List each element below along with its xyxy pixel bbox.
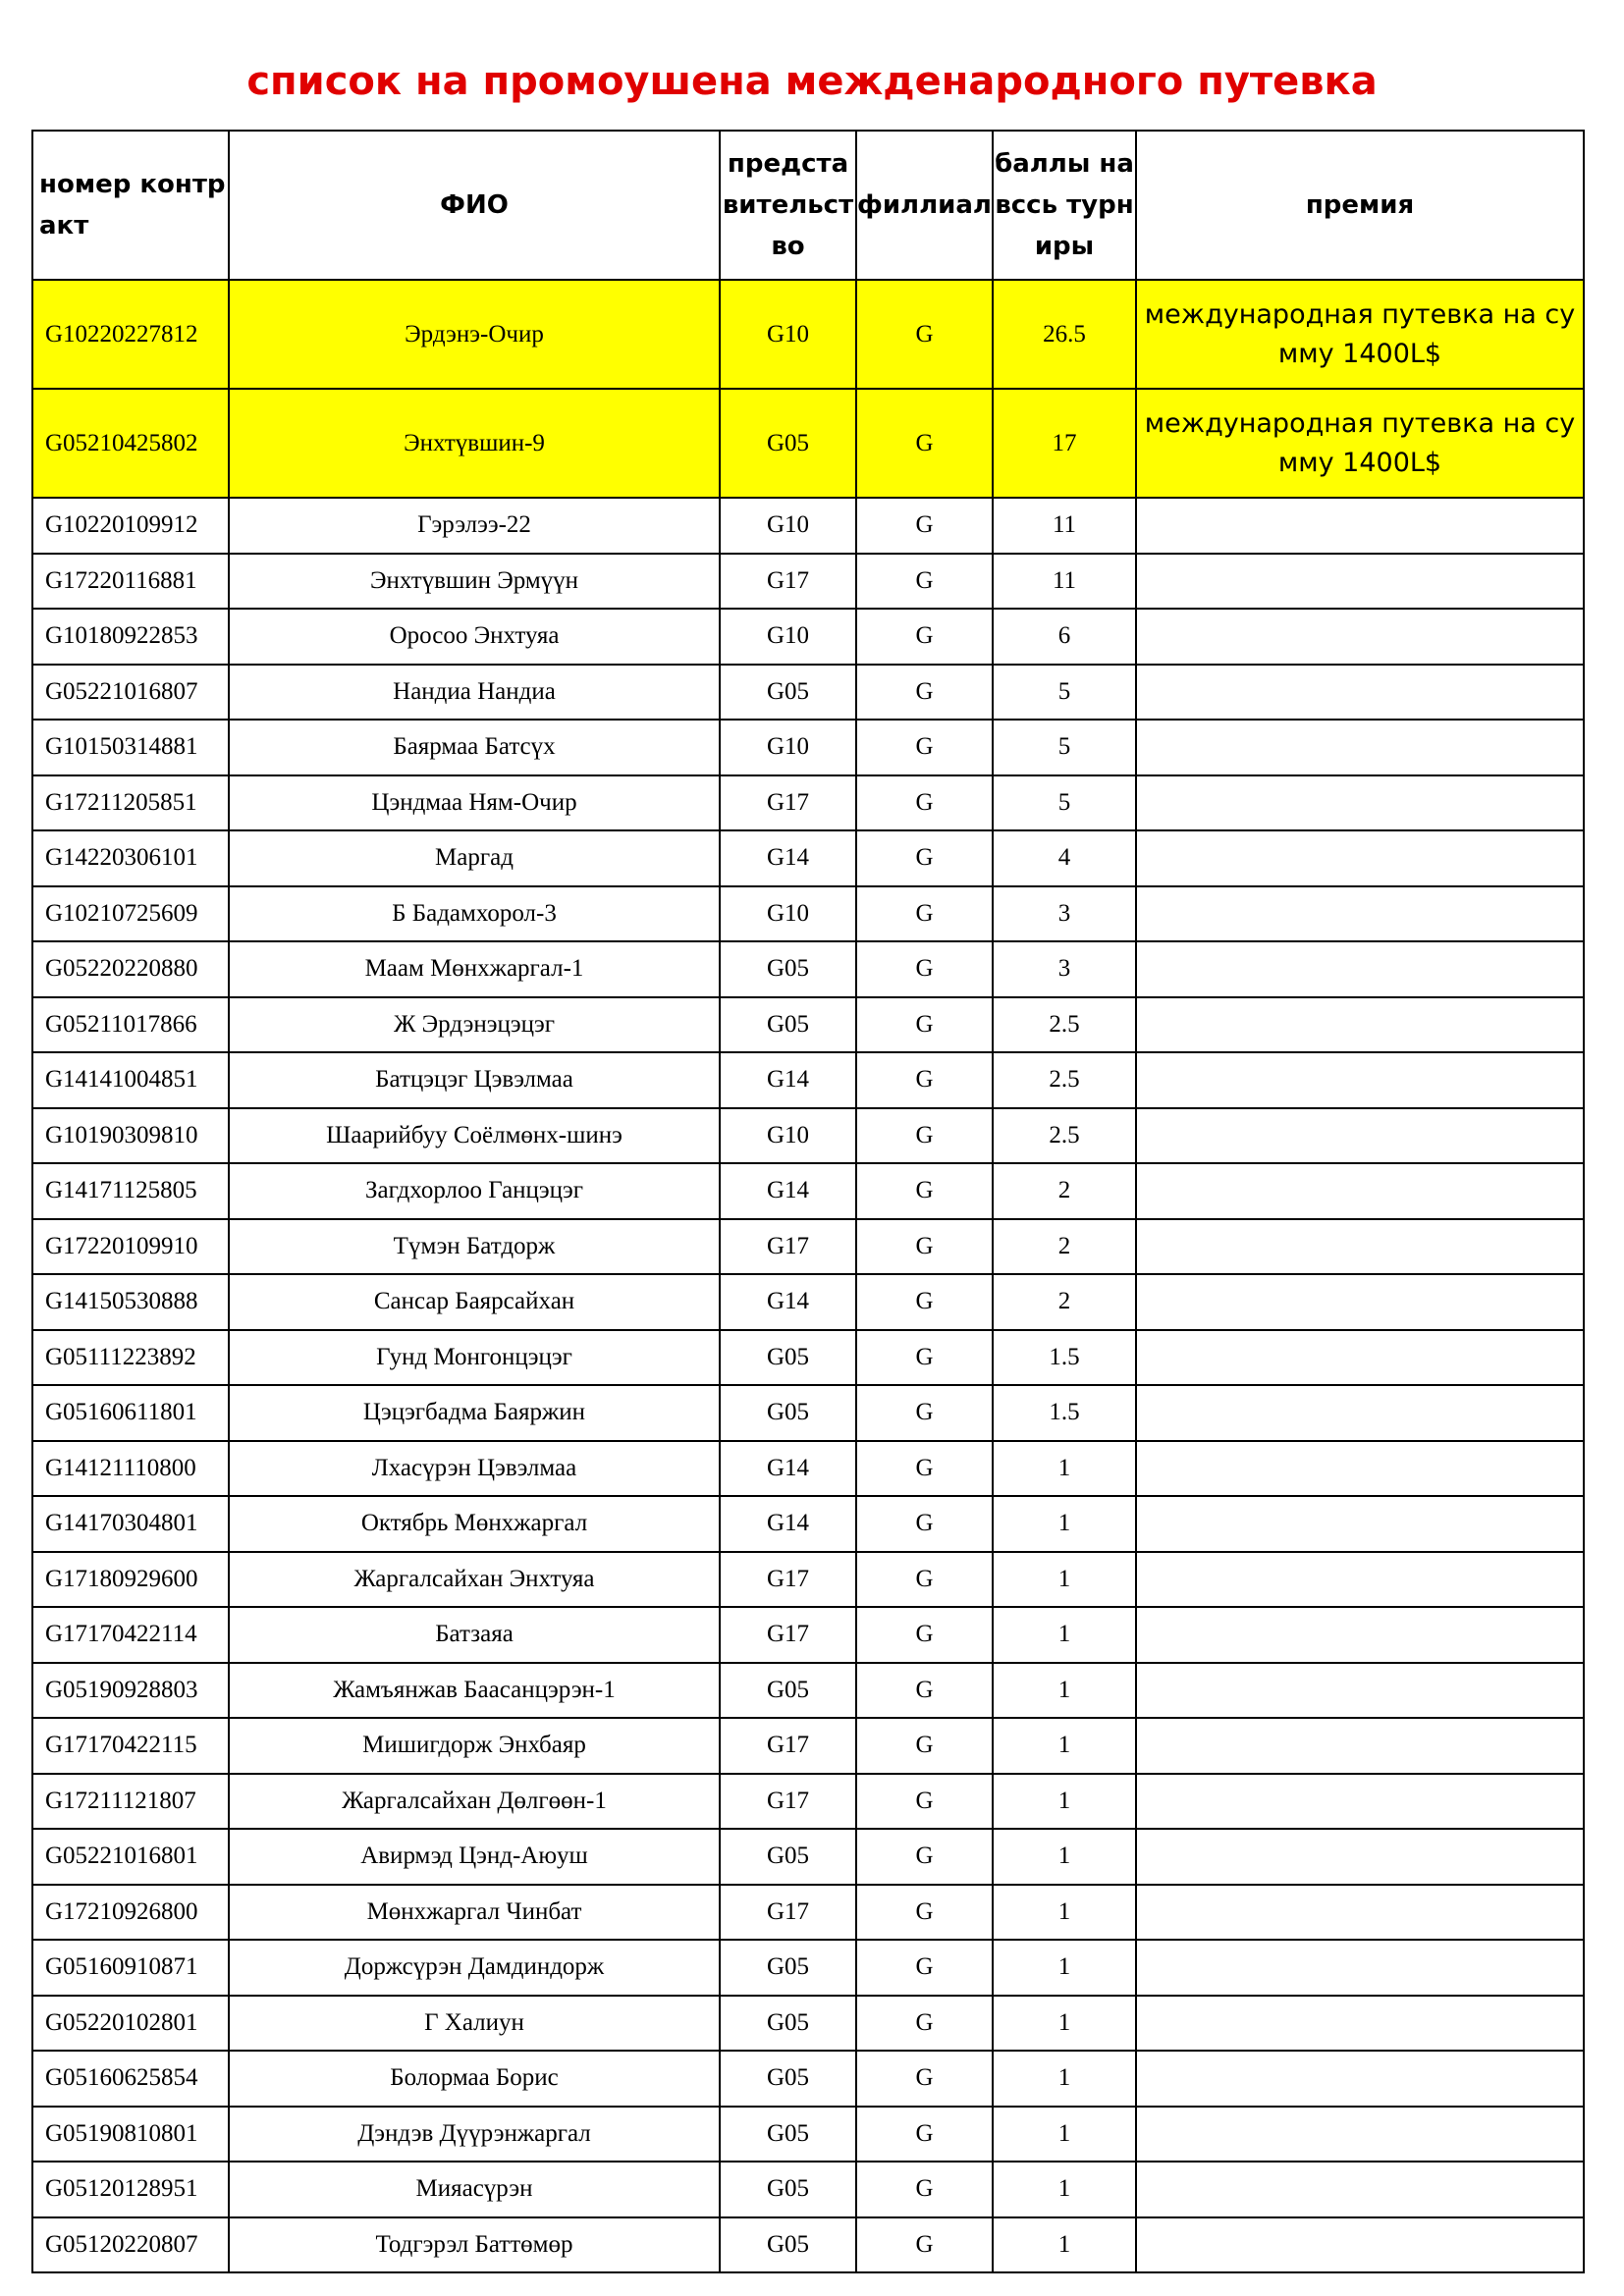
premium-cell [1136, 1718, 1584, 1774]
contract-cell: G17170422115 [32, 1718, 229, 1774]
premium-cell [1136, 886, 1584, 942]
points-cell: 1 [993, 1552, 1136, 1608]
office-cell: G14 [720, 1496, 856, 1552]
branch-cell: G [856, 1663, 993, 1719]
contract-cell: G10220227812 [32, 280, 229, 389]
branch-cell: G [856, 1774, 993, 1830]
office-cell: G10 [720, 280, 856, 389]
table-row [32, 665, 1584, 721]
column-header-office: представительство [720, 131, 856, 280]
name-cell: Болормаа Борис [229, 2051, 720, 2107]
column-header-premium: премия [1136, 131, 1584, 280]
branch-cell: G [856, 720, 993, 775]
points-cell: 1 [993, 1441, 1136, 1497]
premium-cell [1136, 665, 1584, 721]
points-cell: 5 [993, 665, 1136, 721]
premium-cell [1136, 1496, 1584, 1552]
office-cell: G05 [720, 1829, 856, 1885]
office-cell: G17 [720, 775, 856, 831]
office-cell: G05 [720, 1385, 856, 1441]
office-cell: G14 [720, 1163, 856, 1219]
column-header-branch: филлиал [856, 131, 993, 280]
table-row [32, 1274, 1584, 1330]
premium-cell [1136, 2217, 1584, 2273]
contract-cell: G17170422114 [32, 1607, 229, 1663]
name-cell: Сансар Баярсайхан [229, 1274, 720, 1330]
name-cell: Жаргалсайхан Энхтуяа [229, 1552, 720, 1608]
name-cell: Б Бадамхорол-3 [229, 886, 720, 942]
office-cell: G17 [720, 554, 856, 610]
points-cell: 1 [993, 2162, 1136, 2217]
points-cell: 1 [993, 1774, 1136, 1830]
branch-cell: G [856, 941, 993, 997]
table-row [32, 830, 1584, 886]
table-row [32, 1607, 1584, 1663]
contract-cell: G10150314881 [32, 720, 229, 775]
office-cell: G10 [720, 1108, 856, 1164]
table-row [32, 1330, 1584, 1386]
table-row [32, 886, 1584, 942]
name-cell: Гэрэлээ-22 [229, 498, 720, 554]
office-cell: G05 [720, 1940, 856, 1996]
points-cell: 5 [993, 775, 1136, 831]
premium-cell [1136, 1052, 1584, 1108]
premium-cell [1136, 720, 1584, 775]
office-cell: G05 [720, 1330, 856, 1386]
name-cell: Доржсүрэн Дамдиндорж [229, 1940, 720, 1996]
points-cell: 1 [993, 2217, 1136, 2273]
name-cell: Батцэцэг Цэвэлмаа [229, 1052, 720, 1108]
premium-cell [1136, 830, 1584, 886]
contract-cell: G17180929600 [32, 1552, 229, 1608]
name-cell: Батзаяа [229, 1607, 720, 1663]
points-cell: 4 [993, 830, 1136, 886]
premium-cell [1136, 1885, 1584, 1941]
premium-cell [1136, 609, 1584, 665]
branch-cell: G [856, 1441, 993, 1497]
branch-cell: G [856, 1274, 993, 1330]
premium-cell [1136, 1385, 1584, 1441]
points-cell: 1 [993, 1663, 1136, 1719]
contract-cell: G05220102801 [32, 1996, 229, 2052]
office-cell: G10 [720, 720, 856, 775]
table-row [32, 498, 1584, 554]
premium-cell [1136, 1163, 1584, 1219]
branch-cell: G [856, 886, 993, 942]
branch-cell: G [856, 997, 993, 1053]
table-row [32, 2051, 1584, 2107]
contract-cell: G17211205851 [32, 775, 229, 831]
contract-cell: G10210725609 [32, 886, 229, 942]
points-cell: 1 [993, 1829, 1136, 1885]
contract-cell: G05120220807 [32, 2217, 229, 2273]
points-cell: 1 [993, 1885, 1136, 1941]
contract-cell: G17220116881 [32, 554, 229, 610]
premium-cell [1136, 2051, 1584, 2107]
points-cell: 2 [993, 1163, 1136, 1219]
contract-cell: G05160625854 [32, 2051, 229, 2107]
office-cell: G17 [720, 1552, 856, 1608]
table-row [32, 2217, 1584, 2273]
contract-cell: G05221016807 [32, 665, 229, 721]
premium-cell [1136, 1330, 1584, 1386]
table-row [32, 997, 1584, 1053]
contract-cell: G05220220880 [32, 941, 229, 997]
premium-cell [1136, 1774, 1584, 1830]
premium-cell [1136, 1219, 1584, 1275]
table-row [32, 1163, 1584, 1219]
points-cell: 2 [993, 1274, 1136, 1330]
points-cell: 5 [993, 720, 1136, 775]
table-row [32, 1829, 1584, 1885]
premium-cell [1136, 1829, 1584, 1885]
table-row [32, 609, 1584, 665]
name-cell: Г Халиун [229, 1996, 720, 2052]
table-header-row [32, 131, 1584, 280]
office-cell: G05 [720, 2162, 856, 2217]
points-cell: 2.5 [993, 1108, 1136, 1164]
table-row [32, 280, 1584, 389]
branch-cell: G [856, 554, 993, 610]
contract-cell: G14150530888 [32, 1274, 229, 1330]
contract-cell: G05160910871 [32, 1940, 229, 1996]
premium-cell [1136, 1552, 1584, 1608]
branch-cell: G [856, 609, 993, 665]
branch-cell: G [856, 665, 993, 721]
column-header-contract: номер контракт [32, 131, 229, 280]
contract-cell: G05160611801 [32, 1385, 229, 1441]
table-row [32, 1496, 1584, 1552]
office-cell: G05 [720, 1663, 856, 1719]
points-cell: 11 [993, 554, 1136, 610]
premium-cell [1136, 2162, 1584, 2217]
contract-cell: G05221016801 [32, 1829, 229, 1885]
name-cell: Цэндмаа Ням-Очир [229, 775, 720, 831]
office-cell: G17 [720, 1718, 856, 1774]
office-cell: G05 [720, 2051, 856, 2107]
name-cell: Маргад [229, 830, 720, 886]
premium-cell [1136, 1663, 1584, 1719]
contract-cell: G10190309810 [32, 1108, 229, 1164]
table-row [32, 2107, 1584, 2163]
table-row [32, 1052, 1584, 1108]
points-cell: 1 [993, 1940, 1136, 1996]
premium-cell [1136, 554, 1584, 610]
points-cell: 2 [993, 1219, 1136, 1275]
branch-cell: G [856, 1385, 993, 1441]
contract-cell: G10180922853 [32, 609, 229, 665]
name-cell: Загдхорлоо Ганцэцэг [229, 1163, 720, 1219]
name-cell: Дэндэв Дүүрэнжаргал [229, 2107, 720, 2163]
name-cell: Эрдэнэ-Очир [229, 280, 720, 389]
contract-cell: G05120128951 [32, 2162, 229, 2217]
contract-cell: G14141004851 [32, 1052, 229, 1108]
branch-cell: G [856, 1108, 993, 1164]
points-cell: 1.5 [993, 1385, 1136, 1441]
table-row [32, 2162, 1584, 2217]
branch-cell: G [856, 2107, 993, 2163]
office-cell: G17 [720, 1885, 856, 1941]
column-header-points: баллы на вссь турниры [993, 131, 1136, 280]
branch-cell: G [856, 2162, 993, 2217]
table-row [32, 1385, 1584, 1441]
office-cell: G17 [720, 1219, 856, 1275]
table-row [32, 1219, 1584, 1275]
contract-cell: G14121110800 [32, 1441, 229, 1497]
points-cell: 17 [993, 389, 1136, 498]
branch-cell: G [856, 498, 993, 554]
column-header-name: ФИО [229, 131, 720, 280]
name-cell: Мишигдорж Энхбаяр [229, 1718, 720, 1774]
premium-cell [1136, 1607, 1584, 1663]
name-cell: Гунд Монгонцэцэг [229, 1330, 720, 1386]
name-cell: Жаргалсайхан Дөлгөөн-1 [229, 1774, 720, 1830]
premium-cell [1136, 1996, 1584, 2052]
branch-cell: G [856, 775, 993, 831]
branch-cell: G [856, 2051, 993, 2107]
points-cell: 3 [993, 886, 1136, 942]
name-cell: Нандиа Нандиа [229, 665, 720, 721]
name-cell: Шаарийбуу Соёлмөнх-шинэ [229, 1108, 720, 1164]
table-row [32, 1774, 1584, 1830]
name-cell: Мияасүрэн [229, 2162, 720, 2217]
contract-cell: G14170304801 [32, 1496, 229, 1552]
contract-cell: G05190810801 [32, 2107, 229, 2163]
branch-cell: G [856, 1330, 993, 1386]
table-row [32, 1885, 1584, 1941]
points-cell: 1 [993, 2051, 1136, 2107]
premium-cell [1136, 498, 1584, 554]
table-row [32, 1718, 1584, 1774]
contract-cell: G10220109912 [32, 498, 229, 554]
office-cell: G14 [720, 1441, 856, 1497]
contract-cell: G05190928803 [32, 1663, 229, 1719]
office-cell: G14 [720, 1052, 856, 1108]
table-row [32, 389, 1584, 498]
office-cell: G05 [720, 2107, 856, 2163]
office-cell: G05 [720, 2217, 856, 2273]
contract-cell: G17211121807 [32, 1774, 229, 1830]
points-cell: 2.5 [993, 1052, 1136, 1108]
office-cell: G05 [720, 665, 856, 721]
office-cell: G05 [720, 997, 856, 1053]
table-row [32, 1441, 1584, 1497]
premium-cell: международная путевка на сумму 1400L$ [1136, 280, 1584, 389]
premium-cell [1136, 997, 1584, 1053]
name-cell: Энхтүвшин-9 [229, 389, 720, 498]
branch-cell: G [856, 280, 993, 389]
points-cell: 1 [993, 1496, 1136, 1552]
name-cell: Цэцэгбадма Баяржин [229, 1385, 720, 1441]
table-body [32, 280, 1584, 2272]
office-cell: G17 [720, 1774, 856, 1830]
premium-cell [1136, 1441, 1584, 1497]
table-row [32, 1940, 1584, 1996]
name-cell: Түмэн Батдорж [229, 1219, 720, 1275]
branch-cell: G [856, 1163, 993, 1219]
office-cell: G10 [720, 609, 856, 665]
contract-cell: G05210425802 [32, 389, 229, 498]
branch-cell: G [856, 1552, 993, 1608]
promotion-table [31, 130, 1585, 2273]
office-cell: G05 [720, 1996, 856, 2052]
name-cell: Жамъянжав Баасанцэрэн-1 [229, 1663, 720, 1719]
premium-cell [1136, 1940, 1584, 1996]
table-row [32, 720, 1584, 775]
name-cell: Авирмэд Цэнд-Аюуш [229, 1829, 720, 1885]
name-cell: Мөнхжаргал Чинбат [229, 1885, 720, 1941]
branch-cell: G [856, 1996, 993, 2052]
table-row [32, 941, 1584, 997]
name-cell: Ж Эрдэнэцэцэг [229, 997, 720, 1053]
points-cell: 1 [993, 2107, 1136, 2163]
premium-cell [1136, 1108, 1584, 1164]
table-row [32, 1552, 1584, 1608]
name-cell: Лхасүрэн Цэвэлмаа [229, 1441, 720, 1497]
branch-cell: G [856, 1885, 993, 1941]
points-cell: 3 [993, 941, 1136, 997]
contract-cell: G14171125805 [32, 1163, 229, 1219]
name-cell: Маам Мөнхжаргал-1 [229, 941, 720, 997]
contract-cell: G17210926800 [32, 1885, 229, 1941]
contract-cell: G05111223892 [32, 1330, 229, 1386]
branch-cell: G [856, 1607, 993, 1663]
name-cell: Октябрь Мөнхжаргал [229, 1496, 720, 1552]
office-cell: G05 [720, 941, 856, 997]
premium-cell: международная путевка на сумму 1400L$ [1136, 389, 1584, 498]
name-cell: Тодгэрэл Баттөмөр [229, 2217, 720, 2273]
name-cell: Баярмаа Батсүх [229, 720, 720, 775]
branch-cell: G [856, 1052, 993, 1108]
office-cell: G14 [720, 1274, 856, 1330]
table-row [32, 1996, 1584, 2052]
branch-cell: G [856, 1219, 993, 1275]
points-cell: 1 [993, 1718, 1136, 1774]
page-title: список на промоушена межденародного путевка [246, 59, 1378, 104]
premium-cell [1136, 2107, 1584, 2163]
table-row [32, 1108, 1584, 1164]
points-cell: 1.5 [993, 1330, 1136, 1386]
points-cell: 2.5 [993, 997, 1136, 1053]
office-cell: G10 [720, 886, 856, 942]
office-cell: G05 [720, 389, 856, 498]
points-cell: 1 [993, 1607, 1136, 1663]
branch-cell: G [856, 389, 993, 498]
points-cell: 26.5 [993, 280, 1136, 389]
premium-cell [1136, 941, 1584, 997]
office-cell: G17 [720, 1607, 856, 1663]
contract-cell: G05211017866 [32, 997, 229, 1053]
premium-cell [1136, 1274, 1584, 1330]
office-cell: G14 [720, 830, 856, 886]
table-row [32, 1663, 1584, 1719]
branch-cell: G [856, 1496, 993, 1552]
points-cell: 6 [993, 609, 1136, 665]
branch-cell: G [856, 1718, 993, 1774]
branch-cell: G [856, 1829, 993, 1885]
points-cell: 1 [993, 1996, 1136, 2052]
points-cell: 11 [993, 498, 1136, 554]
premium-cell [1136, 775, 1584, 831]
table-row [32, 554, 1584, 610]
contract-cell: G14220306101 [32, 830, 229, 886]
branch-cell: G [856, 2217, 993, 2273]
name-cell: Оросоо Энхтуяа [229, 609, 720, 665]
office-cell: G10 [720, 498, 856, 554]
name-cell: Энхтүвшин Эрмүүн [229, 554, 720, 610]
contract-cell: G17220109910 [32, 1219, 229, 1275]
table-row [32, 775, 1584, 831]
branch-cell: G [856, 1940, 993, 1996]
branch-cell: G [856, 830, 993, 886]
